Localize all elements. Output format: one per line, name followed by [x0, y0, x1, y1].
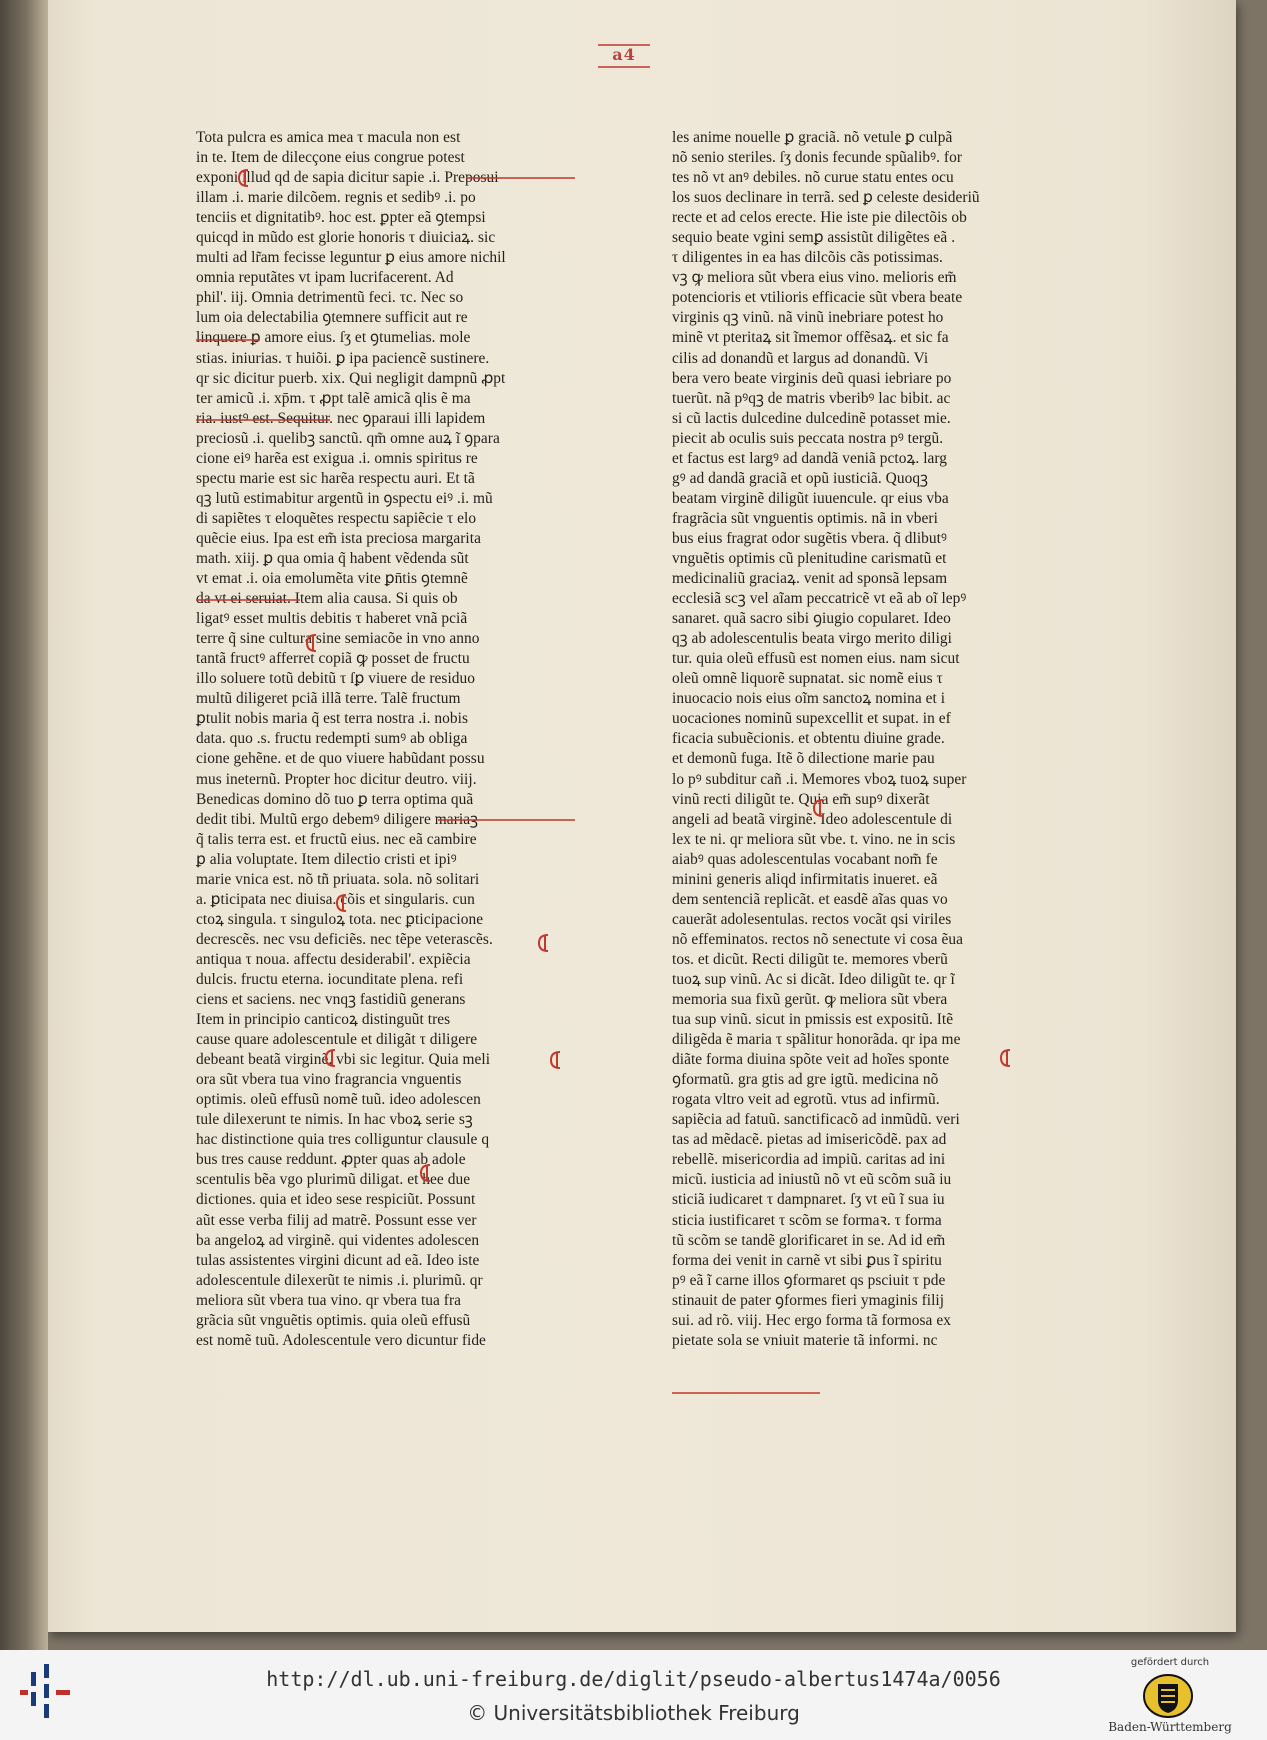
- text-line: est nomẽ tuũ. Adolescentule vero dicuntur fide: [196, 1331, 486, 1349]
- text-line: ba angeloꝝ ad virginẽ. qui videntes adolescen: [196, 1231, 480, 1249]
- text-line: dem sentenciã replicãt. et easdẽ aĩas quas vo: [672, 890, 948, 908]
- text-line: tas ad mẽdacẽ. pietas ad imisericõdẽ. pax ad: [672, 1131, 947, 1149]
- text-line: terre q̃ sine cultura sine semiacõe in vno anno: [196, 630, 480, 648]
- text-line: aiabꝰ quas adolescentulas vocabant nom̃ fe: [672, 850, 938, 868]
- text-line: stinauit de pater ꝯformes fieri ymaginis filij: [672, 1291, 945, 1309]
- text-line: ter amicũ .i. xp̄m. τ ꝓpt talẽ amicã qlis ẽ ma: [196, 389, 471, 407]
- text-line: vnguẽtis optimis cũ plenitudine carismatũ et: [672, 549, 947, 567]
- text-line: quẽcie eius. Ipa est em̃ ista preciosa margarita: [196, 529, 481, 547]
- text-line: bus eius fragrat odor sugẽtis vbera. q̃ dlibutꝰ: [672, 529, 947, 547]
- text-line: vt emat .i. oia emolumẽta vite ꝑn̄tis ꝯtemnẽ: [196, 570, 468, 588]
- text-line: et demonũ fuga. Itẽ õ dilectione marie pau: [672, 750, 935, 768]
- text-line: cilis ad donandũ et largus ad donandũ. Vi: [672, 349, 929, 367]
- text-line: fragrãcia sũt vnguentis optimis. nã in vberi: [672, 509, 938, 527]
- foliation-mark: a4: [598, 44, 650, 68]
- text-line: ficacia subuẽcionis. et obtentu diuine grade.: [672, 730, 945, 748]
- text-line: data. quo .s. fructu redempti sumꝰ ab obliga: [196, 730, 468, 748]
- text-line: cione eiꝰ harẽa est exigua .i. omnis spiritus re: [196, 449, 478, 467]
- text-line: uocaciones nominũ supexcellit et supat. in ef: [672, 710, 951, 728]
- text-line: meliora sũt vbera tua vino. qr vbera tua fra: [196, 1291, 462, 1309]
- text-line: nõ effeminatos. rectos nõ senectute vi cosa ẽua: [672, 930, 963, 948]
- text-line: lo pꝰ subditur cañ .i. Memores vboꝝ tuoꝝ super: [672, 770, 967, 788]
- text-line: optimis. oleũ effusũ nomẽ tuũ. ideo adolescen: [196, 1091, 481, 1109]
- text-line: micũ. iusticia ad iniustũ nõ vt eũ scõm suã iu: [672, 1171, 952, 1189]
- text-line: beatam virginẽ diligũt iuuencule. qr eius vba: [672, 489, 949, 507]
- sponsor-name: Baden-Württemberg: [1108, 1720, 1232, 1734]
- text-line: diãte forma diuina spõte veit ad hoĩes sponte: [672, 1051, 950, 1069]
- text-line: dulcis. fructu eterna. iocunditate plena. refi: [196, 970, 464, 988]
- text-line: vꝫ ꝙ meliora sũt vbera eius vino. melioris em̃: [672, 269, 957, 287]
- text-line: τ diligentes in ea has dilcõis cãs potissimas.: [672, 249, 943, 267]
- text-line: recte et ad celos erecte. Hie iste pie dilectõis ob: [672, 209, 967, 227]
- right-text-column: [672, 128, 1044, 1351]
- text-line: tes nõ vt anꝰ debiles. nõ curue statu entes ocu: [672, 169, 954, 187]
- text-line: pꝰ eã ĩ carne illos ꝯformaret qs psciuit τ pde: [672, 1271, 946, 1289]
- text-line: lex te ni. qr meliora sũt vbe. t. vino. ne in scis: [672, 830, 956, 848]
- text-line: Tota pulcra es amica mea τ macula non est: [196, 129, 461, 146]
- text-line: da vt ei seruiat. Item alia causa. Si quis ob: [196, 590, 458, 608]
- text-line: sequio beate vgini semꝑ assistũt diligẽtes eã .: [672, 229, 956, 247]
- left-text-column: [196, 128, 568, 1351]
- text-line: cione gehẽne. et de quo viuere habũdant possu: [196, 750, 485, 768]
- text-line: forma dei venit in carnẽ vt sibi ꝑus ĩ spiritu: [672, 1251, 942, 1269]
- text-line: los suos declinare in terrã. sed ꝑ celeste desideriũ: [672, 189, 980, 207]
- text-line: tule dilexerunt te nimis. In hac vboꝝ serie sꝫ: [196, 1111, 473, 1129]
- text-line: ctoꝝ singula. τ singuloꝝ tota. nec ꝑticipacione: [196, 910, 484, 928]
- text-line: les anime nouelle ꝑ graciã. nõ vetule ꝑ culpã: [672, 129, 953, 146]
- text-line: decrescẽs. nec vsu deficiẽs. nec tẽpe veterascẽs.: [196, 930, 493, 948]
- text-line: piecit ab oculis suis peccata nostra pꝰ tergũ.: [672, 429, 944, 447]
- text-line: tuoꝝ sup vinũ. Ac si dicãt. Ideo diligũt te. qr ĩ: [672, 970, 955, 988]
- text-line: qꝫ lutũ estimabitur argentũ in ꝯspectu eiꝰ .i. mũ: [196, 489, 493, 507]
- text-line: bera vero beate virginis deũ quasi iebriare po: [672, 369, 952, 387]
- text-line: tur. quia oleũ effusũ est nomen eius. nam sicut: [672, 650, 960, 668]
- text-line: tulas assistentes virgini dicunt ad eã. Ideo iste: [196, 1251, 480, 1269]
- text-line: et factus est largꝰ ad dandã veniã pctoꝝ. larg: [672, 449, 948, 467]
- text-line: si cũ lactis dulcedine dulcedinẽ potasset mie.: [672, 409, 951, 427]
- sponsor-caption: gefördert durch: [1130, 1657, 1210, 1668]
- text-line: mus ineternũ. Propter hoc dicitur deutro. viij.: [196, 770, 477, 788]
- text-line: bus tres cause reddunt. ꝓpter quas ab adole: [196, 1151, 466, 1169]
- text-line: tũ scõm se tandẽ glorificaret in se. Ad id em̃: [672, 1231, 946, 1249]
- text-line: qꝫ ab adolescentulis beata virgo merito diligi: [672, 630, 953, 648]
- text-line: illam .i. marie dilcõem. regnis et sedibꝰ .i. po: [196, 189, 476, 207]
- text-line: medicinaliũ graciaꝝ. venit ad sponsã lepsam: [672, 570, 948, 588]
- text-line: minẽ vt pteritaꝝ sit ĩmemor offẽsaꝝ. et sic fa: [672, 329, 949, 347]
- text-line: exponi illud qd de sapia dicitur sapie .i. Preposui: [196, 169, 499, 187]
- text-line: spectu marie est sic harẽa respectu auri. Et tã: [196, 469, 475, 487]
- text-line: qr sic dicitur puerb. xix. Qui negligit dampnũ ꝓpt: [196, 369, 506, 387]
- text-line: dedit tibi. Multũ ergo debemꝰ diligere mariaꝫ: [196, 810, 478, 828]
- text-line: lum oia delectabilia ꝯtemnere sufficit aut re: [196, 309, 468, 327]
- text-line: scentulis bẽa vgo plurimũ diligat. et hee due: [196, 1171, 471, 1189]
- text-line: adolescentule dilexerũt te nimis .i. plurimũ. qr: [196, 1271, 483, 1289]
- text-line: math. xiij. ꝑ qua omia q̃ habent vẽdenda sũt: [196, 549, 469, 567]
- text-line: tenciis et dignitatibꝰ. hoc est. ꝑpter eã ꝯtempsi: [196, 209, 486, 227]
- text-line: ria. iustꝰ est. Sequitur. nec ꝯparaui illi lapidem: [196, 409, 486, 427]
- text-line: multũ diligeret pciã illã terre. Talẽ fructum: [196, 690, 461, 708]
- text-line: rogata vltro veit ad egrotũ. vtus ad infirmũ.: [672, 1091, 940, 1109]
- text-line: angeli ad beatã virginẽ. Ideo adolescentule di: [672, 810, 953, 828]
- text-line: preciosũ .i. quelibꝫ sanctũ. qm̃ omne auꝝ ĩ ꝯpara: [196, 429, 500, 447]
- text-line: linquere ꝑ amore eius. ſʒ et ꝯtumelias. mole: [196, 329, 471, 347]
- text-line: marie vnica est. nõ tñ priuata. sola. nõ solitari: [196, 870, 480, 888]
- text-line: illo soluere totũ debitũ τ ſꝑ viuere de residuo: [196, 670, 476, 688]
- text-line: ꝑtulit nobis maria q̃ est terra nostra .i. nobis: [196, 710, 469, 728]
- text-line: Item in principio canticoꝝ distinguũt tres: [196, 1011, 451, 1029]
- text-line: sui. ad rõ. viij. Hec ergo forma tã formosa ex: [672, 1311, 951, 1329]
- text-line: gꝰ ad dandã graciã et opũ iusticiã. Quoqꝫ: [672, 469, 928, 487]
- text-line: di sapiẽtes τ eloquẽtes respectu sapiẽcie τ elo: [196, 509, 477, 527]
- text-line: potencioris et vtilioris efficacie sũt vbera beate: [672, 289, 963, 307]
- text-line: sticiã iudicaret τ dampnaret. ſʒ vt eũ ĩ sua iu: [672, 1191, 945, 1209]
- text-line: debeant beatã virginẽ. vbi sic legitur. Quia meli: [196, 1051, 491, 1069]
- text-line: cause quare adolescentule et diligãt τ diligere: [196, 1031, 478, 1049]
- text-line: ligatꝰ esset multis debitis τ haberet vnã pciã: [196, 610, 468, 628]
- text-line: multi ad lr̃am fecisse leguntur ꝑ eius amore nichil: [196, 249, 506, 267]
- text-line: minini generis aliqd infirmitatis inueret. eã: [672, 870, 938, 888]
- text-line: antiqua τ noua. affectu desiderabil'. expiẽcia: [196, 950, 471, 968]
- text-line: vinũ recti diligũt te. Quia em̃ supꝰ dixerãt: [672, 790, 930, 808]
- text-line: rebellẽ. misericordia ad impiũ. caritas ad ini: [672, 1151, 946, 1169]
- book-spine: [0, 0, 48, 1650]
- text-line: ꝑ alia voluptate. Item dilectio cristi et ipiꝰ: [196, 850, 457, 868]
- text-line: hac distinctione quia tres colliguntur clausule q: [196, 1131, 490, 1149]
- text-line: ecclesiã scꝫ vel aĩam peccatricẽ vt eã ab oĩ lepꝰ: [672, 590, 967, 608]
- text-line: ciens et saciens. nec vnqꝫ fastidiũ generans: [196, 991, 466, 1009]
- text-line: ꝯformatũ. gra gtis ad gre igtũ. medicina nõ: [672, 1071, 939, 1089]
- text-line: stias. iniurias. τ huiõi. ꝑ ipa paciencẽ sustinere.: [196, 349, 490, 367]
- text-line: tua sup vinũ. sicut in pmissis est expositũ. Itẽ: [672, 1011, 954, 1029]
- text-line: tantã fructꝰ afferret copiã ꝙ posset de fructu: [196, 650, 470, 668]
- text-line: dictiones. quia et ideo sese respiciũt. Possunt: [196, 1191, 476, 1209]
- text-line: cauerãt adolesentulas. rectos vocãt qsi viriles: [672, 910, 952, 928]
- text-line: sanaret. quã sacro sibi ꝯiugio copularet. Ideo: [672, 610, 951, 628]
- baden-wuerttemberg-crest-icon: [1143, 1674, 1193, 1718]
- footer-bar: [0, 1650, 1267, 1740]
- text-line: omnia reputãtes vt ipam lucrifacerent. Ad: [196, 269, 454, 287]
- text-line: tuerũt. nã pꝰqꝫ de matris vberibꝰ lac bibit. ac: [672, 389, 951, 407]
- page-url-link[interactable]: http://dl.ub.uni-freiburg.de/diglit/pseudo-albertus1474a/0056: [266, 1667, 1001, 1691]
- text-line: q̃ talis terra est. et fructũ eius. nec eã cambire: [196, 830, 477, 848]
- text-line: sapiẽcia ad fatuũ. sanctificacõ ad inmũdũ. veri: [672, 1111, 960, 1129]
- text-line: in te. Item de dilecçone eius congrue potest: [196, 149, 465, 167]
- text-line: sticia iustificaret τ scõm se formaꝛ. τ forma: [672, 1211, 942, 1229]
- text-line: virginis qꝫ vinũ. nã vinũ inebriare potest ho: [672, 309, 944, 327]
- text-line: Benedicas domino dõ tuo ꝑ terra optima quã: [196, 790, 474, 808]
- text-line: inuocacio nois eius oĩm sanctoꝝ nomina et i: [672, 690, 946, 708]
- text-line: grãcia sũt vnguẽtis optimis. quia oleũ effusũ: [196, 1311, 471, 1329]
- text-line: a. ꝑticipata nec diuisa. cõis et singularis. cun: [196, 890, 475, 908]
- text-line: diligẽda ẽ maria τ spãlitur honorãda. qr ipa me: [672, 1031, 961, 1049]
- text-line: aũt esse verba filij ad matrẽ. Possunt esse ver: [196, 1211, 477, 1229]
- text-line: nõ senio steriles. ſʒ donis fecunde spũalibꝰ. for: [672, 149, 962, 167]
- text-line: phil'. iij. Omnia detrimentũ feci. τc. Nec so: [196, 289, 464, 307]
- text-line: quicqd in mũdo est glorie honoris τ diuiciaꝝ. sic: [196, 229, 496, 247]
- text-line: memoria sua fixũ gerũt. ꝙ meliora sũt vbera: [672, 991, 948, 1009]
- text-line: pietate sola se vniuit materie tã informi. nc: [672, 1331, 938, 1349]
- text-line: oleũ omnẽ liquorẽ supnatat. sic nomẽ eius τ: [672, 670, 943, 688]
- text-line: ora sũt vbera tua vino fragrancia vnguentis: [196, 1071, 462, 1089]
- text-line: tos. et dicũt. Recti diligũt te. memores vberũ: [672, 950, 948, 968]
- copyright-notice: © Universitätsbibliothek Freiburg: [467, 1701, 800, 1725]
